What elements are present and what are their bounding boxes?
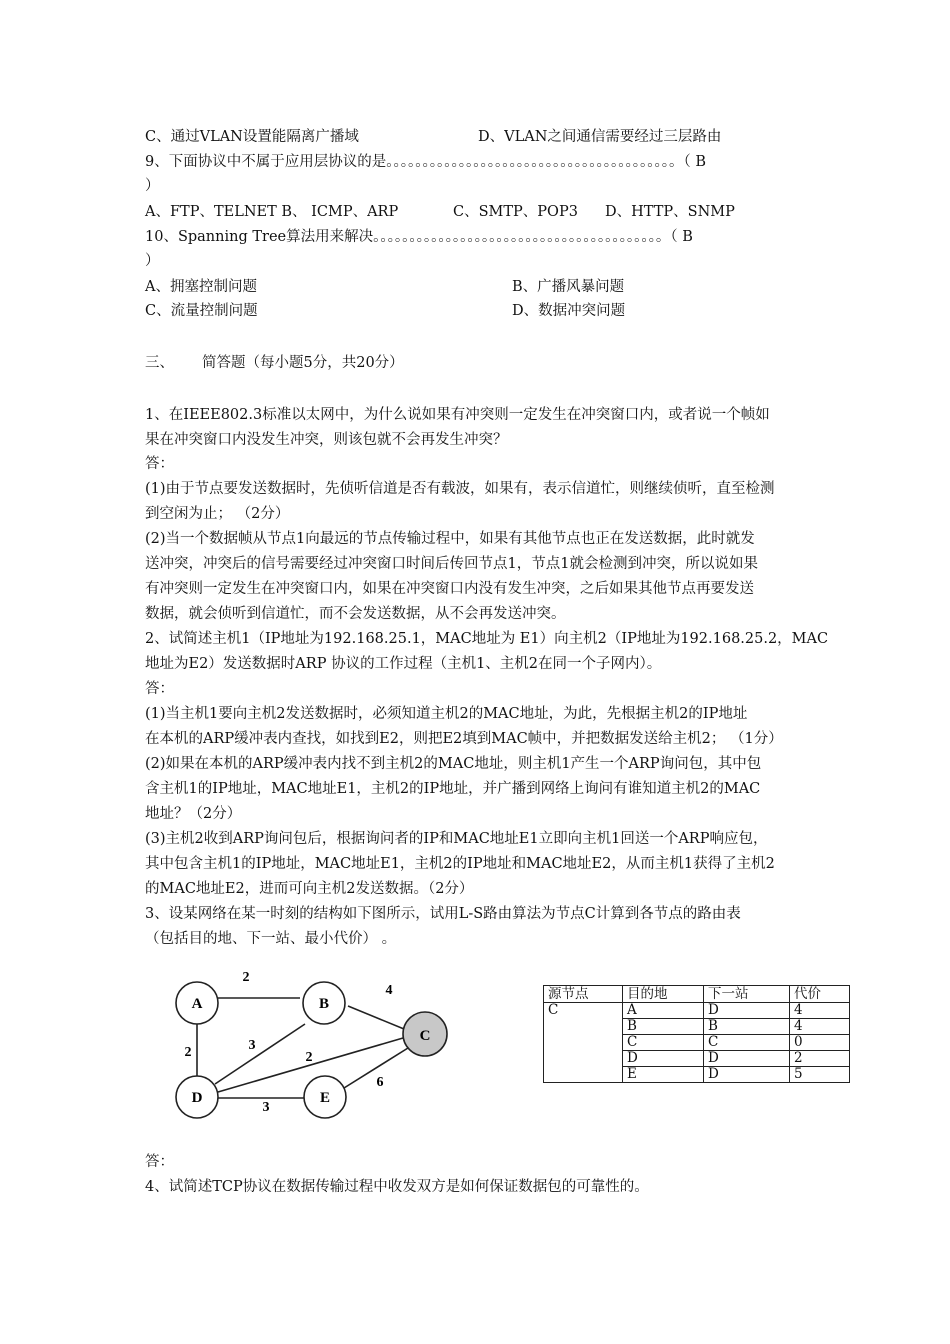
sq2-line: 地址？（2分）	[145, 806, 242, 822]
edge-weight-b-c: 4	[385, 983, 393, 998]
network-graph	[160, 960, 460, 1140]
header-destination: 目的地	[623, 986, 704, 1003]
sq1-line: (2)当一个数据帧从节点1向最远的节点传输过程中，如果有其他节点也正在发送数据，此时就发	[145, 531, 755, 547]
destination-cell: E	[623, 1067, 704, 1083]
edge-weight-d-c: 2	[305, 1050, 313, 1065]
q10-option-b: B、广播风暴问题	[512, 279, 625, 295]
q10-option-d: D、数据冲突问题	[512, 303, 626, 319]
destination-cell: D	[623, 1051, 704, 1067]
cost-cell: 2	[790, 1051, 850, 1067]
sq2-line: 其中包含主机1的IP地址，MAC地址E1，主机2的IP地址和MAC地址E2，从而主机1获得了主机2	[145, 856, 775, 872]
routing-table-header	[544, 986, 850, 1003]
sq1-line: (1)由于节点要发送数据时，先侦听信道是否有载波，如果有，表示信道忙，则继续侦听，直至检测	[145, 481, 775, 497]
node-b-label: B	[318, 996, 330, 1012]
node-e-label: E	[319, 1090, 331, 1106]
next-hop-cell: D	[704, 1067, 790, 1083]
source-cell: C	[544, 1003, 623, 1083]
sq2-line: (1)当主机1要向主机2发送数据时，必须知道主机2的MAC地址，为此，先根据主机2的IP地址	[145, 706, 748, 722]
sq2-line: (3)主机2收到ARP询问包后，根据询问者的IP和MAC地址E1立即向主机1回送一个ARP响应包，	[145, 831, 768, 847]
destination-cell: C	[623, 1035, 704, 1051]
header-source: 源节点	[544, 986, 623, 1003]
sq2-line: 2、试简述主机1（IP地址为192.168.25.1，MAC地址为 E1）向主机2（IP地址为192.168.25.2，MAC	[145, 631, 829, 647]
cost-cell: 0	[790, 1035, 850, 1051]
q10-stem-end: ）	[145, 253, 160, 269]
network-graph-svg	[160, 960, 460, 1140]
sq2-answer-label: 答：	[145, 681, 174, 697]
sq1-line: 1、在IEEE802.3标准以太网中，为什么说如果有冲突则一定发生在冲突窗口内，或者说一个帧如	[145, 407, 770, 423]
q9-stem-end: ）	[145, 178, 160, 194]
edge-weight-d-e: 3	[262, 1100, 270, 1115]
header-next-hop: 下一站	[704, 986, 790, 1003]
section-title: 简答题（每小题5分，共20分）	[202, 355, 404, 371]
sq1-answer-label: 答：	[145, 456, 174, 472]
q9-options-row	[145, 203, 855, 221]
next-hop-cell: D	[704, 1051, 790, 1067]
q9-stem: 9、下面协议中不属于应用层协议的是。。。。。。。。。。。。。。。。。。。。。。。。。。。。。。。。。。。。。。。。（ B	[145, 154, 706, 170]
sq1-line: 果在冲突窗口内没发生冲突，则该包就不会再发生冲突？	[145, 432, 508, 448]
sq2-line: (2)如果在本机的ARP缓冲表内找不到主机2的MAC地址，则主机1产生一个ARP询问包，其中包	[145, 756, 762, 772]
node-d-label: D	[191, 1090, 203, 1106]
q9-option-d: D、HTTP、SNMP	[605, 204, 735, 220]
node-c-label: C	[419, 1028, 431, 1044]
q10-option-c: C、流量控制问题	[145, 303, 258, 319]
q10-stem: 10、Spanning Tree算法用来解决。。。。。。。。。。。。。。。。。。。。。。。。。。。。。。。。。。。。。。。。（ B	[145, 229, 693, 245]
sq3-line: 3、设某网络在某一时刻的结构如下图所示，试用L-S路由算法为节点C计算到各节点的路由表	[145, 906, 741, 922]
edge-weight-e-c: 6	[376, 1075, 384, 1090]
destination-cell: B	[623, 1019, 704, 1035]
sq4-question: 4、试简述TCP协议在数据传输过程中收发双方是如何保证数据包的可靠性的。	[145, 1179, 649, 1195]
destination-cell: A	[623, 1003, 704, 1019]
sq1-line: 有冲突则一定发生在冲突窗口内，如果在冲突窗口内没有发生冲突，之后如果其他节点再要发送	[145, 581, 754, 597]
edge-weight-a-d: 2	[184, 1045, 192, 1060]
q9-option-c: C、SMTP、POP3	[453, 204, 578, 220]
sq2-line: 在本机的ARP缓冲表内查找，如找到E2，则把E2填到MAC帧中，并把数据发送给主机2； （1分）	[145, 731, 783, 747]
next-hop-cell: C	[704, 1035, 790, 1051]
cost-cell: 4	[790, 1019, 850, 1035]
node-a-label: A	[191, 996, 203, 1012]
q8-option-c: C、通过VLAN设置能隔离广播域	[145, 129, 359, 145]
sq2-line: 含主机1的IP地址，MAC地址E1，主机2的IP地址，并广播到网络上询问有谁知道主机2的MAC	[145, 781, 761, 797]
routing-table	[543, 985, 850, 1083]
q8-options-row	[145, 128, 855, 146]
sq2-line: 地址为E2）发送数据时ARP 协议的工作过程（主机1、主机2在同一个子网内）。	[145, 656, 662, 672]
cost-cell: 5	[790, 1067, 850, 1083]
section-heading	[145, 354, 855, 372]
sq3-line: （包括目的地、下一站、最小代价） 。	[145, 931, 397, 947]
edge-b-d	[215, 1024, 305, 1084]
sq3-answer-label: 答：	[145, 1154, 174, 1170]
sq1-line: 数据，就会侦听到信道忙，而不会发送数据，从不会再发送冲突。	[145, 606, 566, 622]
section-number: 三、	[145, 355, 174, 371]
sq2-line: 的MAC地址E2，进而可向主机2发送数据。（2分）	[145, 881, 474, 897]
q8-option-d: D、VLAN之间通信需要经过三层路由	[478, 129, 722, 145]
q10-options-row-1	[145, 278, 855, 296]
header-cost: 代价	[790, 986, 850, 1003]
edge-b-c	[348, 1006, 404, 1029]
sq1-line: 送冲突，冲突后的信号需要经过冲突窗口时间后传回节点1，节点1就会检测到冲突，所以说如果	[145, 556, 758, 572]
table-row	[544, 1003, 850, 1019]
q9-option-ab: A、FTP、TELNET B、 ICMP、ARP	[145, 204, 399, 220]
cost-cell: 4	[790, 1003, 850, 1019]
next-hop-cell: D	[704, 1003, 790, 1019]
next-hop-cell: B	[704, 1019, 790, 1035]
q10-option-a: A、拥塞控制问题	[145, 279, 257, 295]
edge-weight-b-d: 3	[248, 1038, 256, 1053]
sq1-line: 到空闲为止； （2分）	[145, 506, 290, 522]
q10-options-row-2	[145, 302, 855, 320]
edge-weight-a-b: 2	[242, 970, 250, 985]
